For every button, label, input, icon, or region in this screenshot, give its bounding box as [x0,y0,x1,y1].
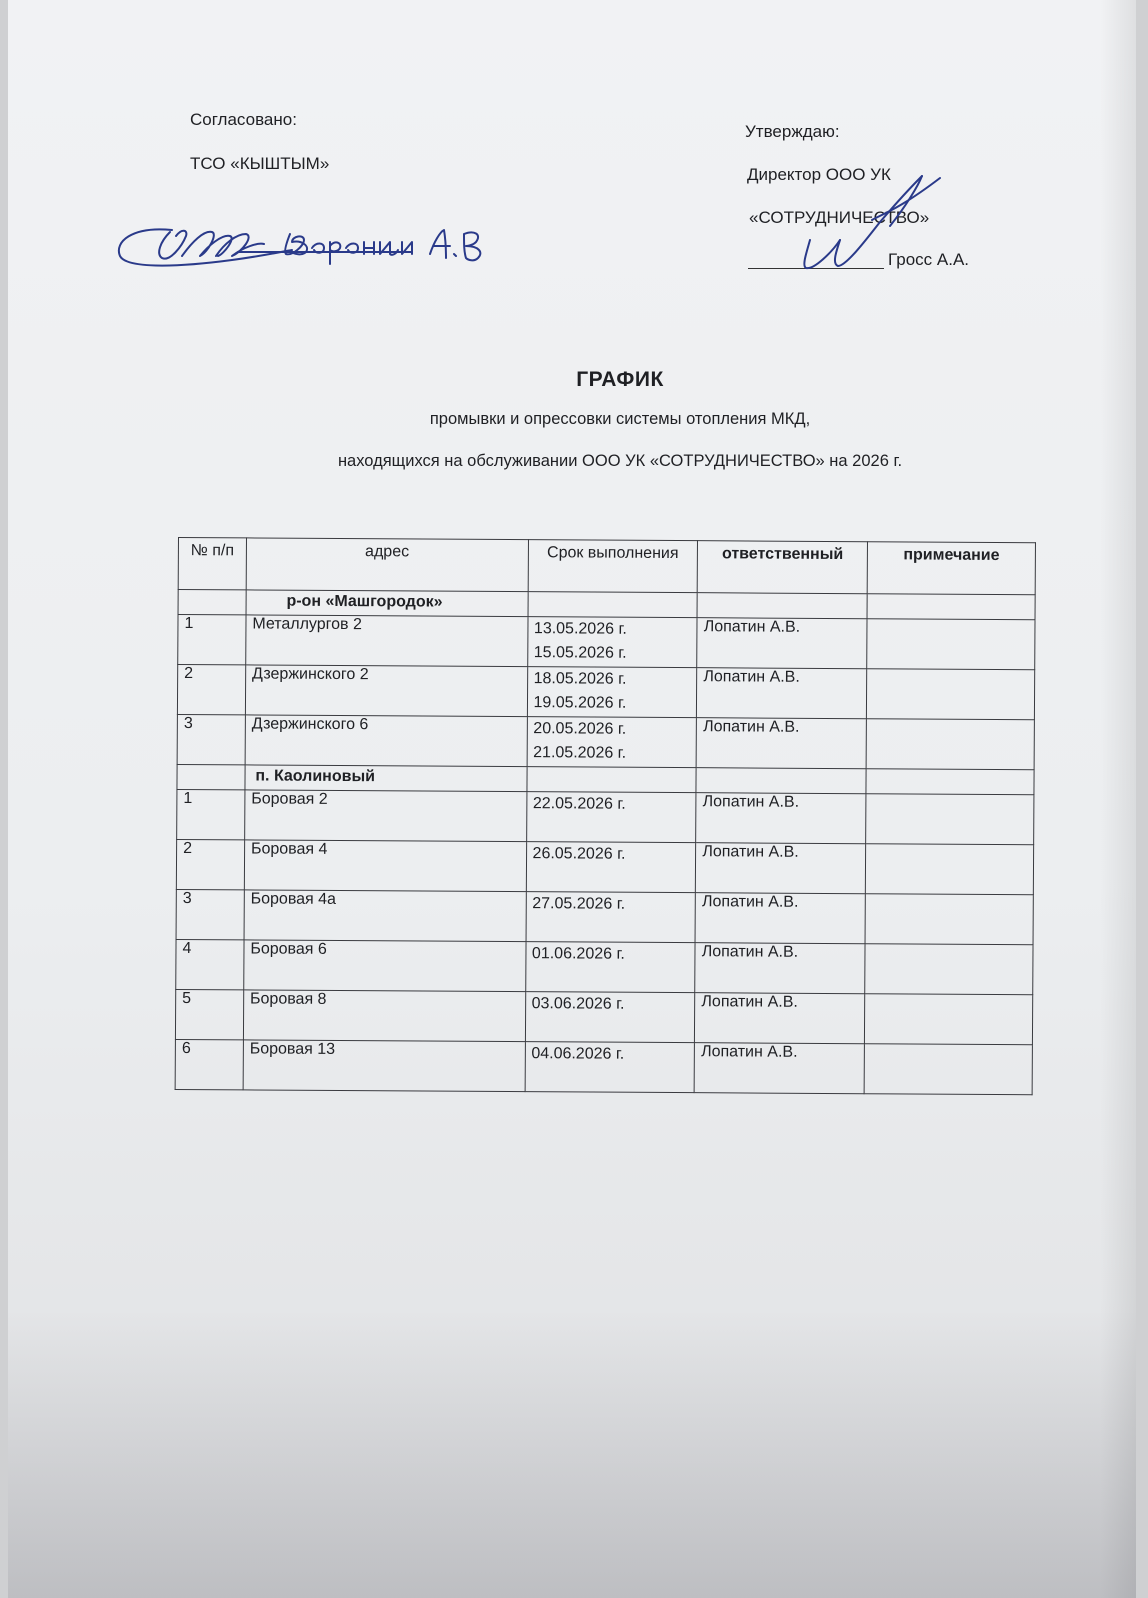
row-address: Боровая 8 [243,990,525,1042]
header-deadline: Срок выполнения [528,540,698,593]
row-no: 4 [176,939,244,989]
table-row [177,789,1034,844]
row-no: 2 [177,665,245,715]
row-note [865,994,1033,1045]
table-header-row [178,538,1035,595]
table-row [177,714,1034,769]
row-responsible: Лопатин А.В. [696,793,866,844]
table-row [176,839,1033,894]
row-responsible: Лопатин А.В. [696,843,866,894]
row-deadline: 01.06.2026 г. [525,942,695,993]
row-deadline: 03.06.2026 г. [525,992,695,1043]
row-deadline: 18.05.2026 г. 19.05.2026 г. [527,667,697,718]
section-name: п. Каолиновый [245,765,527,792]
row-deadline: 20.05.2026 г. 21.05.2026 г. [527,717,697,768]
approval-right-label: Утверждаю: [745,122,840,141]
row-no: 6 [175,1039,243,1089]
row-deadline: 27.05.2026 г. [526,892,696,943]
row-no: 1 [178,615,246,665]
row-responsible: Лопатин А.В. [694,1043,864,1094]
header-no: № п/п [178,538,246,590]
row-deadline: 22.05.2026 г. [526,792,696,843]
table-row [175,989,1032,1044]
row-note [865,944,1033,995]
approval-right-position: Директор ООО УК [747,165,891,184]
row-deadline: 26.05.2026 г. [526,842,696,893]
table-row [178,615,1035,670]
approval-left-org: ТСО «КЫШТЫМ» [190,154,330,173]
row-note [867,669,1035,720]
row-address: Дзержинского 2 [245,665,527,717]
row-no: 3 [176,889,244,939]
row-address: Боровая 4а [244,890,526,942]
row-responsible: Лопатин А.В. [696,718,866,769]
row-address: Дзержинского 6 [245,715,527,767]
schedule-table [175,537,1036,1095]
row-no: 3 [177,714,245,764]
row-responsible: Лопатин А.В. [695,993,865,1044]
approval-right-signatory: Гросс А.А. [888,250,970,269]
row-note [866,794,1034,845]
table-row [175,1039,1032,1094]
header-note: примечание [867,542,1035,595]
row-address: Боровая 6 [244,940,526,992]
row-no: 5 [175,989,243,1039]
row-note [867,619,1035,670]
table-row [176,889,1033,944]
approval-right-org: «СОТРУДНИЧЕСТВО» [749,208,930,227]
row-no: 2 [176,839,244,889]
row-address: Боровая 4 [244,840,526,892]
row-deadline: 04.06.2026 г. [525,1042,695,1093]
row-note [865,894,1033,945]
header-responsible: ответственный [697,541,867,594]
row-note [866,719,1034,770]
row-deadline: 13.05.2026 г. 15.05.2026 г. [527,617,697,668]
row-responsible: Лопатин А.В. [697,668,867,719]
row-note [865,844,1033,895]
row-address: Металлургов 2 [246,615,528,667]
document-subtitle-2: находящихся на обслуживании ООО УК «СОТРУДНИЧЕСТВО» на 2026 г. [337,452,903,470]
row-note [864,1044,1032,1095]
table-row [176,939,1033,994]
approval-left-label: Согласовано: [190,110,297,129]
row-responsible: Лопатин А.В. [695,893,865,944]
document-title: ГРАФИК [576,368,664,391]
right-signature [780,160,950,280]
table-row [177,665,1034,720]
sheet-bottom-shadow [8,1310,1136,1598]
row-responsible: Лопатин А.В. [695,943,865,994]
row-no: 1 [177,789,245,839]
row-address: Боровая 13 [243,1040,525,1092]
left-signature [112,212,502,282]
document-subtitle-1: промывки и опрессовки системы отопления МКД, [429,410,811,428]
header-address: адрес [246,538,528,592]
section-name: р-он «Машгородок» [246,590,528,617]
row-address: Боровая 2 [245,790,527,842]
row-responsible: Лопатин А.В. [697,618,867,669]
